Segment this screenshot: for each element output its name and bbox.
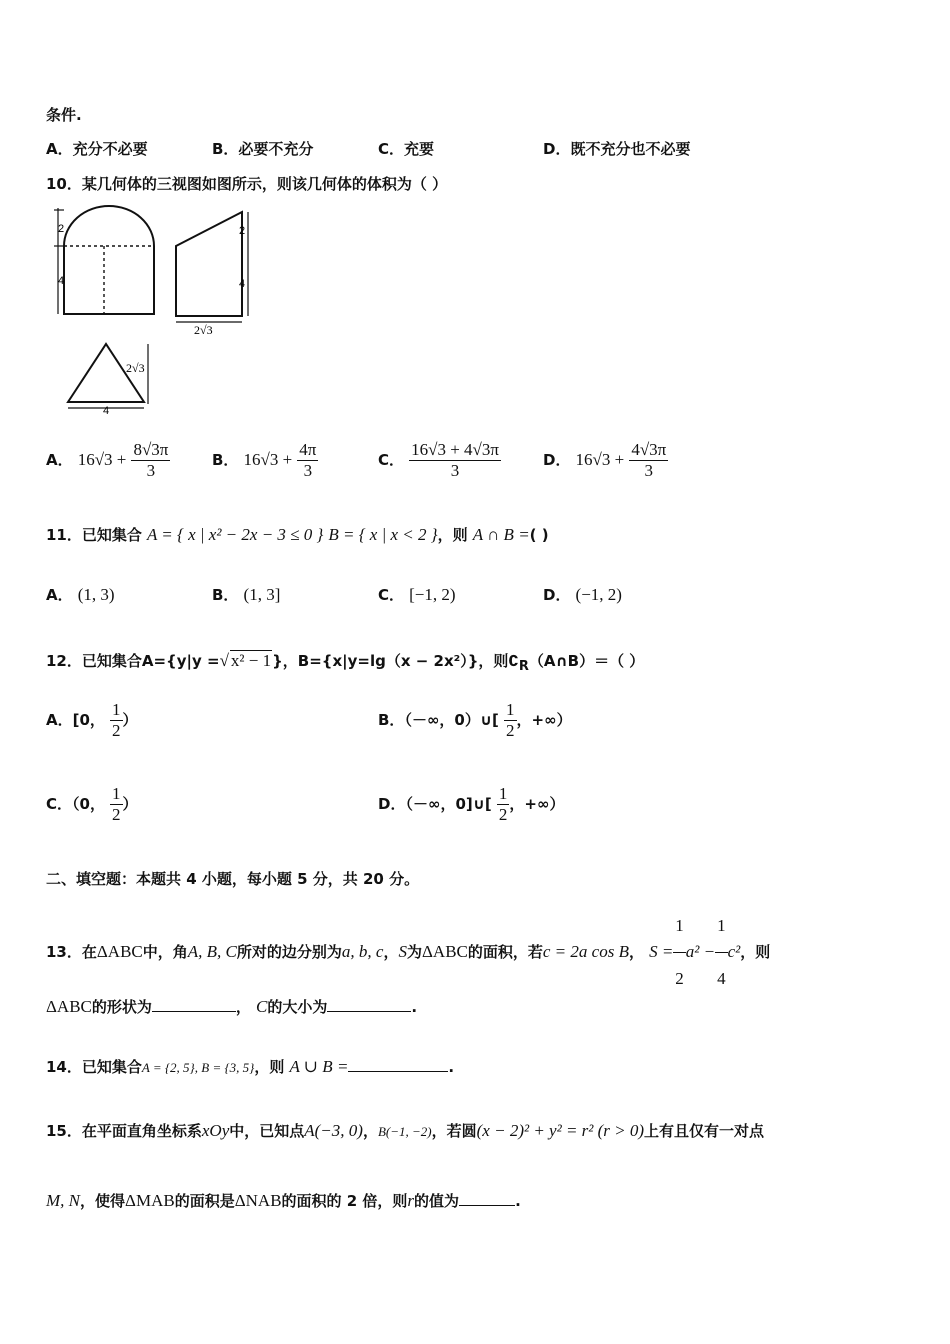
q13-stem: 13．在ΔABC中，角A, B, C所对的边分别为a, b, c，S为ΔABC的面积，若c = 2a cos B， S = $\frac{1}{2}$ a² − $\frac{1}{4}$ c²，则 [46,900,770,1005]
q14-blank[interactable] [348,1071,448,1072]
front-top-label: 2 [58,223,65,235]
side-view [176,212,248,322]
side-top-label: 2 [239,225,246,237]
q10-stem: 10．某几何体的三视图如图所示，则该几何体的体积为（ ） [46,175,448,193]
q10-option-c: C． $\frac{16√3 + 4√3\pi}{3}$ [378,440,499,480]
q12-option-d: D．（－∞，0]∪[ $\frac{1}{2}$ ，+∞） [378,784,565,824]
q10-option-d: D． 16√3 + $\frac{4√3\pi}{3}$ [543,440,667,480]
q12-option-a: A．[0， $\frac{1}{2}$ ） [46,700,138,740]
q11-option-c: C． [−1, 2) [378,585,456,604]
section-heading: 二、填空题：本题共 4 小题，每小题 5 分，共 20 分。 [46,870,420,888]
side-side-label: 4 [239,278,246,290]
top-base-label: 4 [103,405,110,417]
side-base-label: 2√3 [194,323,213,337]
top-fragment: 条件. [46,106,82,124]
q12-stem: 12．已知集合A={y|y =√ x² − 1}，B={x|y=lg（x − 2x²）}，则$∁_R(A\cap B)=$（ ） [46,651,645,675]
three-view-figure [46,202,276,417]
q9-option-a: A．充分不必要 [46,140,148,158]
front-view [54,206,154,314]
q9-option-c: C．充要 [378,140,435,158]
q13-blank-shape[interactable] [152,1011,236,1012]
q14-stem: 14．已知集合A = {2, 5}, B = {3, 5}，则 A ∪ B = . [46,1057,455,1076]
q12-option-b: B．（－∞，0）∪[ $\frac{1}{2}$ ，+∞） [378,700,572,740]
q11-stem: 11．已知集合 A = { x | x² − 2x − 3 ≤ 0 } B = { x | x < 2 }，则 A ∩ B =( ) [46,525,549,544]
q13-line2: ΔABC的形状为 ， C的大小为 . [46,997,418,1016]
q15-blank[interactable] [459,1205,515,1206]
q9-option-d: D．既不充分也不必要 [543,140,691,158]
q12-option-c: C．（0， $\frac{1}{2}$ ） [46,784,138,824]
q10-option-a: A． 16√3 + $\frac{8√3\pi}{3}$ [46,440,169,480]
q11-option-d: D． (−1, 2) [543,585,622,604]
q15-line2: M, N，使得ΔMAB的面积是ΔNAB的面积的 2 倍，则r的值为 . [46,1191,521,1210]
front-side-label: 4 [58,275,65,287]
q11-option-a: A． (1, 3) [46,585,115,604]
q13-blank-angle[interactable] [327,1011,411,1012]
q15-stem: 15．在平面直角坐标系xOy中，已知点A(−3, 0)，B(−1, −2)，若圆(x − 2)² + y² = r² (r > 0)上有且仅有一对点 [46,1121,765,1140]
top-height-label: 2√3 [126,361,145,375]
q11-option-b: B． (1, 3] [212,585,281,604]
top-view [68,344,148,408]
q10-option-b: B． 16√3 + $\frac{4\pi}{3}$ [212,440,317,480]
q9-option-b: B．必要不充分 [212,140,314,158]
